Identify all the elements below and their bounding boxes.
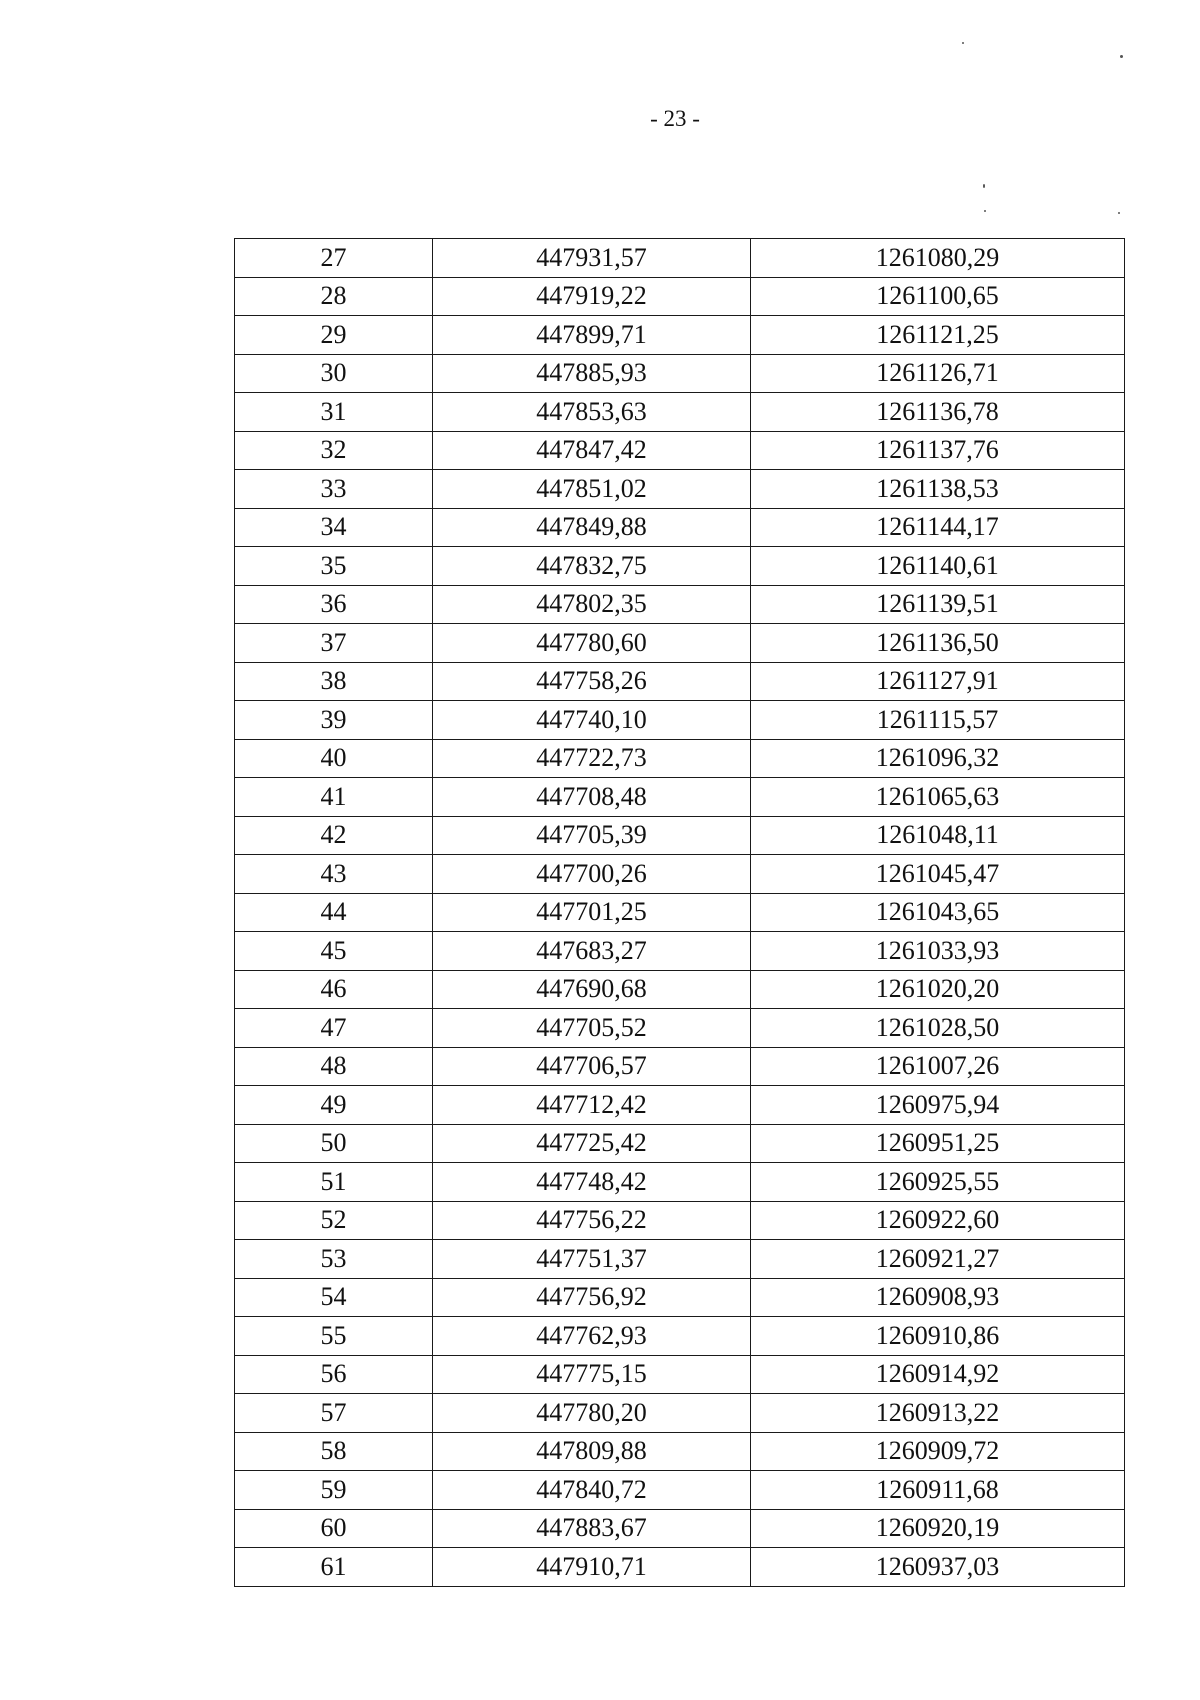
y-coordinate-cell: 1260909,72 <box>751 1432 1125 1471</box>
table-row <box>235 316 1125 355</box>
y-coordinate-cell: 1261043,65 <box>751 893 1125 932</box>
y-coordinate-cell: 1261080,29 <box>751 239 1125 278</box>
x-coordinate-cell: 447706,57 <box>433 1047 751 1086</box>
y-coordinate-cell: 1261144,17 <box>751 508 1125 547</box>
table-row <box>235 547 1125 586</box>
table-row <box>235 1124 1125 1163</box>
x-coordinate-cell: 447802,35 <box>433 585 751 624</box>
page-number: - 23 - <box>650 106 700 131</box>
y-coordinate-cell: 1260922,60 <box>751 1201 1125 1240</box>
table-row <box>235 1432 1125 1471</box>
x-coordinate-cell: 447722,73 <box>433 739 751 778</box>
point-number-cell: 49 <box>235 1086 433 1125</box>
x-coordinate-cell: 447780,60 <box>433 624 751 663</box>
table-row <box>235 1240 1125 1279</box>
y-coordinate-cell: 1261096,32 <box>751 739 1125 778</box>
table-row <box>235 855 1125 894</box>
x-coordinate-cell: 447775,15 <box>433 1355 751 1394</box>
table-row <box>235 354 1125 393</box>
y-coordinate-cell: 1261007,26 <box>751 1047 1125 1086</box>
x-coordinate-cell: 447748,42 <box>433 1163 751 1202</box>
point-number-cell: 50 <box>235 1124 433 1163</box>
point-number-cell: 57 <box>235 1394 433 1433</box>
x-coordinate-cell: 447780,20 <box>433 1394 751 1433</box>
point-number-cell: 39 <box>235 701 433 740</box>
x-coordinate-cell: 447740,10 <box>433 701 751 740</box>
y-coordinate-cell: 1261048,11 <box>751 816 1125 855</box>
y-coordinate-cell: 1261115,57 <box>751 701 1125 740</box>
y-coordinate-cell: 1261100,65 <box>751 277 1125 316</box>
x-coordinate-cell: 447847,42 <box>433 431 751 470</box>
table-row <box>235 662 1125 701</box>
x-coordinate-cell: 447708,48 <box>433 778 751 817</box>
table-row <box>235 470 1125 509</box>
table-row <box>235 816 1125 855</box>
x-coordinate-cell: 447883,67 <box>433 1509 751 1548</box>
x-coordinate-cell: 447910,71 <box>433 1548 751 1587</box>
table-row <box>235 893 1125 932</box>
x-coordinate-cell: 447683,27 <box>433 932 751 971</box>
point-number-cell: 43 <box>235 855 433 894</box>
y-coordinate-cell: 1260908,93 <box>751 1278 1125 1317</box>
table-row <box>235 1201 1125 1240</box>
y-coordinate-cell: 1261136,78 <box>751 393 1125 432</box>
scan-speck <box>1120 55 1123 58</box>
table-row <box>235 624 1125 663</box>
point-number-cell: 40 <box>235 739 433 778</box>
point-number-cell: 54 <box>235 1278 433 1317</box>
y-coordinate-cell: 1261139,51 <box>751 585 1125 624</box>
y-coordinate-cell: 1261137,76 <box>751 431 1125 470</box>
y-coordinate-cell: 1261045,47 <box>751 855 1125 894</box>
scan-speck <box>983 184 985 188</box>
y-coordinate-cell: 1261028,50 <box>751 1009 1125 1048</box>
x-coordinate-cell: 447758,26 <box>433 662 751 701</box>
x-coordinate-cell: 447762,93 <box>433 1317 751 1356</box>
point-number-cell: 29 <box>235 316 433 355</box>
point-number-cell: 32 <box>235 431 433 470</box>
x-coordinate-cell: 447832,75 <box>433 547 751 586</box>
y-coordinate-cell: 1260910,86 <box>751 1317 1125 1356</box>
point-number-cell: 42 <box>235 816 433 855</box>
x-coordinate-cell: 447705,39 <box>433 816 751 855</box>
point-number-cell: 34 <box>235 508 433 547</box>
point-number-cell: 53 <box>235 1240 433 1279</box>
x-coordinate-cell: 447756,22 <box>433 1201 751 1240</box>
point-number-cell: 30 <box>235 354 433 393</box>
point-number-cell: 28 <box>235 277 433 316</box>
table-row <box>235 970 1125 1009</box>
point-number-cell: 52 <box>235 1201 433 1240</box>
table-row <box>235 239 1125 278</box>
point-number-cell: 51 <box>235 1163 433 1202</box>
table-row <box>235 1355 1125 1394</box>
y-coordinate-cell: 1261126,71 <box>751 354 1125 393</box>
point-number-cell: 46 <box>235 970 433 1009</box>
y-coordinate-cell: 1261138,53 <box>751 470 1125 509</box>
x-coordinate-cell: 447851,02 <box>433 470 751 509</box>
table-row <box>235 277 1125 316</box>
point-number-cell: 61 <box>235 1548 433 1587</box>
point-number-cell: 58 <box>235 1432 433 1471</box>
y-coordinate-cell: 1260911,68 <box>751 1471 1125 1510</box>
y-coordinate-cell: 1260975,94 <box>751 1086 1125 1125</box>
table-row <box>235 1317 1125 1356</box>
table-row <box>235 1509 1125 1548</box>
point-number-cell: 36 <box>235 585 433 624</box>
table-row <box>235 1086 1125 1125</box>
table-row <box>235 739 1125 778</box>
table-row <box>235 1163 1125 1202</box>
table-row <box>235 508 1125 547</box>
y-coordinate-cell: 1260920,19 <box>751 1509 1125 1548</box>
y-coordinate-cell: 1261033,93 <box>751 932 1125 971</box>
x-coordinate-cell: 447853,63 <box>433 393 751 432</box>
y-coordinate-cell: 1260925,55 <box>751 1163 1125 1202</box>
point-number-cell: 59 <box>235 1471 433 1510</box>
y-coordinate-cell: 1261127,91 <box>751 662 1125 701</box>
table-row <box>235 1471 1125 1510</box>
point-number-cell: 48 <box>235 1047 433 1086</box>
x-coordinate-cell: 447899,71 <box>433 316 751 355</box>
x-coordinate-cell: 447840,72 <box>433 1471 751 1510</box>
point-number-cell: 31 <box>235 393 433 432</box>
point-number-cell: 41 <box>235 778 433 817</box>
table-row <box>235 585 1125 624</box>
x-coordinate-cell: 447931,57 <box>433 239 751 278</box>
point-number-cell: 55 <box>235 1317 433 1356</box>
x-coordinate-cell: 447756,92 <box>433 1278 751 1317</box>
scan-speck <box>1118 212 1120 214</box>
x-coordinate-cell: 447705,52 <box>433 1009 751 1048</box>
point-number-cell: 56 <box>235 1355 433 1394</box>
y-coordinate-cell: 1260913,22 <box>751 1394 1125 1433</box>
x-coordinate-cell: 447725,42 <box>433 1124 751 1163</box>
table-row <box>235 1278 1125 1317</box>
x-coordinate-cell: 447885,93 <box>433 354 751 393</box>
y-coordinate-cell: 1261121,25 <box>751 316 1125 355</box>
y-coordinate-cell: 1260921,27 <box>751 1240 1125 1279</box>
point-number-cell: 44 <box>235 893 433 932</box>
point-number-cell: 60 <box>235 1509 433 1548</box>
table-row <box>235 431 1125 470</box>
x-coordinate-cell: 447751,37 <box>433 1240 751 1279</box>
table-row <box>235 932 1125 971</box>
y-coordinate-cell: 1260914,92 <box>751 1355 1125 1394</box>
point-number-cell: 35 <box>235 547 433 586</box>
table-row <box>235 393 1125 432</box>
x-coordinate-cell: 447919,22 <box>433 277 751 316</box>
coordinates-table <box>234 238 1125 1587</box>
scan-speck <box>984 210 986 212</box>
x-coordinate-cell: 447701,25 <box>433 893 751 932</box>
table-row <box>235 1394 1125 1433</box>
table-row <box>235 1548 1125 1587</box>
y-coordinate-cell: 1261065,63 <box>751 778 1125 817</box>
table-row <box>235 1009 1125 1048</box>
y-coordinate-cell: 1261020,20 <box>751 970 1125 1009</box>
y-coordinate-cell: 1261136,50 <box>751 624 1125 663</box>
x-coordinate-cell: 447690,68 <box>433 970 751 1009</box>
scan-speck <box>962 42 964 44</box>
y-coordinate-cell: 1260951,25 <box>751 1124 1125 1163</box>
x-coordinate-cell: 447809,88 <box>433 1432 751 1471</box>
table-row <box>235 701 1125 740</box>
point-number-cell: 38 <box>235 662 433 701</box>
x-coordinate-cell: 447712,42 <box>433 1086 751 1125</box>
point-number-cell: 45 <box>235 932 433 971</box>
point-number-cell: 37 <box>235 624 433 663</box>
point-number-cell: 33 <box>235 470 433 509</box>
y-coordinate-cell: 1260937,03 <box>751 1548 1125 1587</box>
table-row <box>235 1047 1125 1086</box>
coordinates-table-body <box>235 239 1125 1587</box>
table-row <box>235 778 1125 817</box>
x-coordinate-cell: 447700,26 <box>433 855 751 894</box>
x-coordinate-cell: 447849,88 <box>433 508 751 547</box>
y-coordinate-cell: 1261140,61 <box>751 547 1125 586</box>
point-number-cell: 47 <box>235 1009 433 1048</box>
point-number-cell: 27 <box>235 239 433 278</box>
